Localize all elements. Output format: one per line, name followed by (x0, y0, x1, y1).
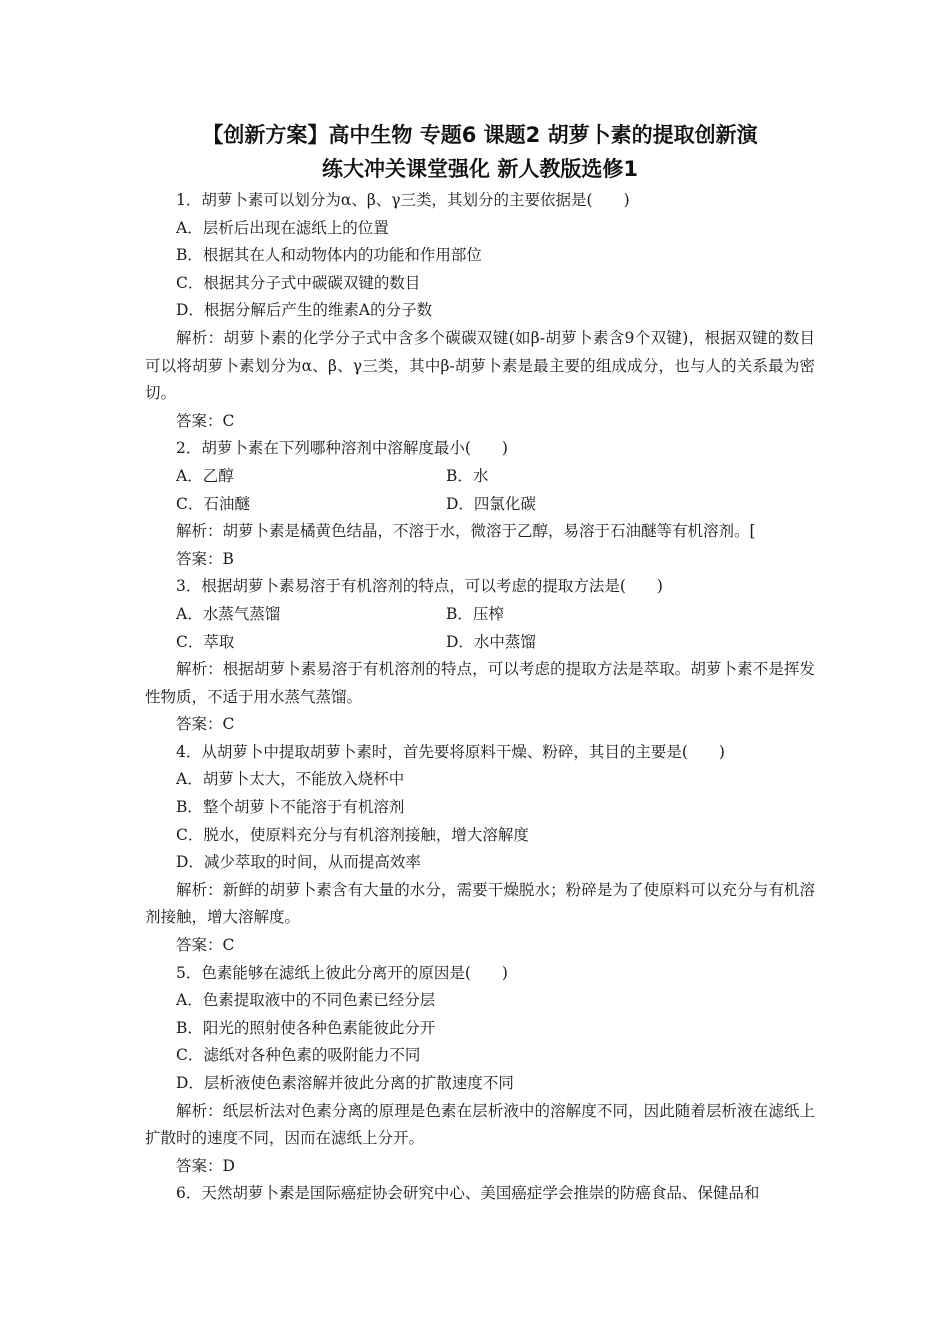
question-2-options-row-2 (145, 491, 815, 519)
question-4-analysis: 解析：新鲜的胡萝卜素含有大量的水分，需要干燥脱水；粉碎是为了使原料可以充分与有机溶剂接触，增大溶解度。 (145, 880, 815, 927)
question-5-answer: 答案：D (176, 1156, 235, 1175)
question-5-option-b: B．阳光的照射使各种色素能彼此分开 (176, 1018, 436, 1037)
title-line-2: 练大冲关课堂强化 新人教版选修1 (322, 157, 638, 181)
question-3-option-c: C．萃取 (176, 632, 235, 651)
question-3-option-a: A．水蒸气蒸馏 (176, 604, 281, 623)
question-4-answer: 答案：C (176, 936, 235, 955)
question-1-option-c: C．根据其分子式中碳碳双键的数目 (176, 273, 421, 292)
question-5-stem: 5．色素能够在滤纸上彼此分离开的原因是( ) (176, 963, 508, 982)
question-1-stem: 1．胡萝卜素可以划分为α、β、γ三类，其划分的主要依据是( ) (176, 191, 630, 209)
question-1-option-d: D．根据分解后产生的维素A的分子数 (176, 301, 433, 320)
document-body (145, 187, 815, 1208)
question-1-option-a: A．层析后出现在滤纸上的位置 (176, 218, 389, 237)
question-5-analysis: 解析：纸层析法对色素分离的原理是色素在层析液中的溶解度不同，因此随着层析液在滤纸上扩散时的速度不同，因而在滤纸上分开。 (145, 1101, 815, 1148)
question-6-stem: 6．天然胡萝卜素是国际癌症协会研究中心、美国癌症学会推崇的防癌食品、保健品和 (176, 1184, 760, 1203)
question-1-option-b: B．根据其在人和动物体内的功能和作用部位 (176, 246, 482, 265)
question-3-options-row-2 (145, 629, 815, 657)
question-4-option-a: A．胡萝卜太大，不能放入烧杯中 (176, 770, 405, 789)
document-title (145, 118, 815, 186)
question-2-option-b: B．水 (446, 466, 489, 485)
question-5-option-d: D．层析液使色素溶解并彼此分离的扩散速度不同 (176, 1074, 514, 1092)
question-3-option-d: D．水中蒸馏 (446, 632, 536, 651)
question-4-stem: 4．从胡萝卜中提取胡萝卜素时，首先要将原料干燥、粉碎，其目的主要是( ) (176, 742, 725, 761)
question-5-option-c: C．滤纸对各种色素的吸附能力不同 (176, 1046, 421, 1065)
question-2-stem: 2．胡萝卜素在下列哪种溶剂中溶解度最小( ) (176, 439, 508, 458)
question-2-answer: 答案：B (176, 549, 234, 568)
question-2-option-c: C．石油醚 (176, 494, 250, 513)
question-3-options-row-1 (145, 601, 815, 629)
question-2-analysis: 解析：胡萝卜素是橘黄色结晶，不溶于水，微溶于乙醇，易溶于石油醚等有机溶剂。[ (176, 522, 756, 541)
title-line-1: 【创新方案】高中生物 专题6 课题2 胡萝卜素的提取创新演 (202, 123, 758, 147)
question-2-option-a: A．乙醇 (176, 466, 234, 485)
question-4-option-d: D．减少萃取的时间，从而提高效率 (176, 853, 421, 872)
question-5-option-a: A．色素提取液中的不同色素已经分层 (176, 991, 436, 1010)
question-2-options-row-1 (145, 463, 815, 491)
question-2-option-d: D．四氯化碳 (446, 494, 536, 513)
question-3-answer: 答案：C (176, 715, 235, 734)
question-4-option-c: C．脱水，使原料充分与有机溶剂接触，增大溶解度 (176, 825, 529, 844)
question-4-option-b: B．整个胡萝卜不能溶于有机溶剂 (176, 798, 405, 817)
question-1-analysis: 解析：胡萝卜素的化学分子式中含多个碳碳双键(如β-胡萝卜素含9个双键)，根据双键的数目可以将胡萝卜素划分为α、β、γ三类，其中β-胡萝卜素是最主要的组成成分，也与人的关系最为密切。 (145, 328, 815, 403)
question-3-stem: 3．根据胡萝卜素易溶于有机溶剂的特点，可以考虑的提取方法是( ) (176, 577, 663, 596)
question-1-answer: 答案：C (176, 411, 235, 430)
question-3-option-b: B．压榨 (446, 604, 504, 623)
question-3-analysis: 解析：根据胡萝卜素易溶于有机溶剂的特点，可以考虑的提取方法是萃取。胡萝卜素不是挥发性物质，不适于用水蒸气蒸馏。 (145, 660, 815, 706)
